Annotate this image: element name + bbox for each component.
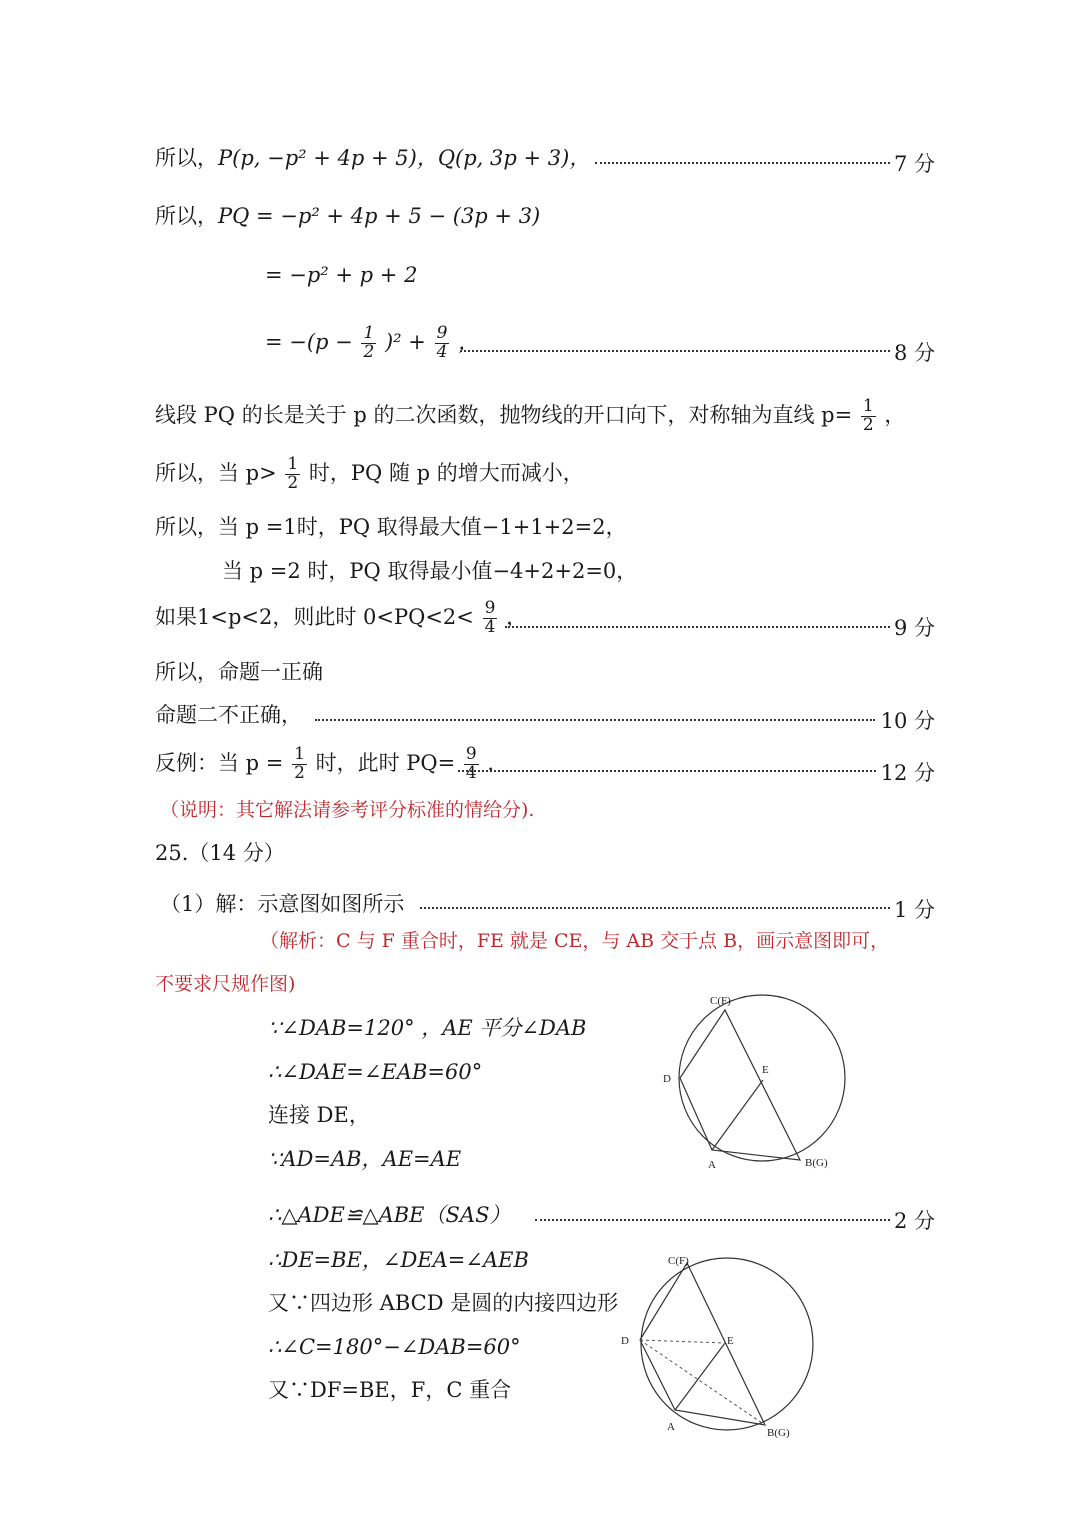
dot-leader (315, 719, 875, 721)
proof-line-7: 又∵四边形 ABCD 是圆的内接四边形 (268, 1291, 619, 1315)
line-4 (265, 325, 479, 362)
line-4-b: )² + (384, 329, 426, 354)
fraction: $\frac{1}{2}$ (287, 454, 299, 493)
label-c: C(F) (668, 1255, 689, 1267)
line-1 (155, 148, 590, 169)
line-12-c: . (487, 750, 495, 775)
line-11: 命题二不正确， (155, 703, 302, 727)
proof-line-6: ∴DE=BE，∠DEA=∠AEB (268, 1248, 529, 1272)
line-6-a: 所以，当 p> (155, 460, 277, 485)
quadrilateral (640, 1263, 765, 1425)
fraction: $\frac{1}{2}$ (294, 744, 305, 783)
proof-line-5: ∴△ADE≌△ABE（SAS） (268, 1203, 511, 1227)
line-6-b: 时，PQ 随 p 的增大而减小， (308, 460, 584, 485)
score-8: 8 分 (893, 341, 935, 365)
line-9 (155, 600, 527, 637)
line-9-b: ， (506, 604, 528, 629)
line-12-b: 时，此时 PQ= (315, 750, 456, 775)
proof-line-9: 又∵DF=BE，F，C 重合 (268, 1378, 512, 1402)
fraction: $\frac{1}{2}$ (862, 396, 874, 435)
line-2 (155, 206, 540, 227)
line-1-expr: P(p, −p² + 4p + 5)，Q(p, 3p + 3)， (218, 146, 591, 170)
line-1-prefix: 所以， (155, 146, 218, 170)
score-1: 1 分 (893, 898, 935, 922)
line-3: = −p² + p + 2 (265, 263, 418, 287)
label-a: A (667, 1421, 675, 1433)
label-b: B(G) (767, 1427, 790, 1438)
line-5 (155, 398, 905, 435)
grading-note: （说明：其它解法请参考评分标准的情给分). (160, 799, 535, 821)
segment-ae (675, 1343, 725, 1410)
label-e: E (762, 1064, 769, 1076)
proof-line-8: ∴∠C=180°−∠DAB=60° (268, 1335, 521, 1359)
dashed-db (640, 1340, 765, 1425)
fraction: $\frac{1}{2}$ (363, 323, 375, 362)
line-4-a: = −(p − (265, 329, 353, 354)
dot-leader (458, 770, 876, 772)
score-10: 10 分 (880, 709, 935, 733)
proof-line-4: ∵AD=AB，AE=AE (268, 1147, 462, 1171)
question-25-heading: 25.（14 分） (155, 841, 285, 865)
label-c: C(F) (710, 995, 731, 1007)
fraction: $\frac{9}{4}$ (436, 323, 448, 362)
proof-line-1: ∵∠DAB=120° ，AE 平分∠DAB (268, 1016, 587, 1040)
line-5-tail: ， (884, 402, 906, 427)
line-6 (155, 456, 584, 493)
circle-figure-2 (615, 1248, 820, 1438)
dot-leader (535, 1219, 890, 1221)
red-analysis-note-2: 不要求尺规作图) (155, 973, 296, 995)
label-e: E (727, 1335, 734, 1347)
dashed-de (640, 1340, 725, 1343)
score-7: 7 分 (893, 152, 935, 176)
line-2-expr: PQ = −p² + 4p + 5 − (3p + 3) (218, 204, 541, 228)
label-d: D (621, 1335, 629, 1347)
score-2: 2 分 (893, 1209, 935, 1233)
dot-leader (420, 907, 890, 909)
line-10: 所以，命题一正确 (155, 660, 323, 684)
quadrilateral (680, 1010, 800, 1160)
score-12: 12 分 (880, 761, 935, 785)
line-7: 所以，当 p =1时，PQ 取得最大值−1+1+2=2， (155, 515, 627, 539)
line-2-prefix: 所以， (155, 204, 218, 228)
line-8: 当 p =2 时，PQ 取得最小值−4+2+2=0， (222, 559, 638, 583)
label-d: D (663, 1073, 671, 1085)
dot-leader (505, 626, 890, 628)
question-25-part-1: （1）解：示意图如图所示 (160, 892, 405, 916)
fraction: $\frac{9}{4}$ (465, 744, 477, 783)
dot-leader (595, 162, 890, 164)
line-9-a: 如果1<p<2，则此时 0<PQ<2< (155, 604, 474, 629)
fraction: $\frac{9}{4}$ (484, 598, 496, 637)
red-analysis-note-1: （解析：C 与 F 重合时，FE 就是 CE，与 AB 交于点 B，画示意图即可， (260, 930, 890, 952)
circle-figure-1 (655, 990, 855, 1175)
line-4-c: ， (458, 329, 480, 354)
label-b: B(G) (805, 1157, 828, 1169)
line-5-text: 线段 PQ 的长是关于 p 的二次函数，抛物线的开口向下，对称轴为直线 p= (155, 402, 853, 427)
line-12-a: 反例：当 p = (155, 750, 284, 775)
proof-line-3: 连接 DE， (268, 1103, 370, 1127)
segment-ae (712, 1080, 763, 1150)
circle (679, 995, 845, 1161)
score-9: 9 分 (893, 616, 935, 640)
label-a: A (708, 1159, 716, 1171)
proof-line-2: ∴∠DAE=∠EAB=60° (268, 1060, 483, 1084)
dot-leader (460, 350, 890, 352)
line-12 (155, 746, 494, 783)
